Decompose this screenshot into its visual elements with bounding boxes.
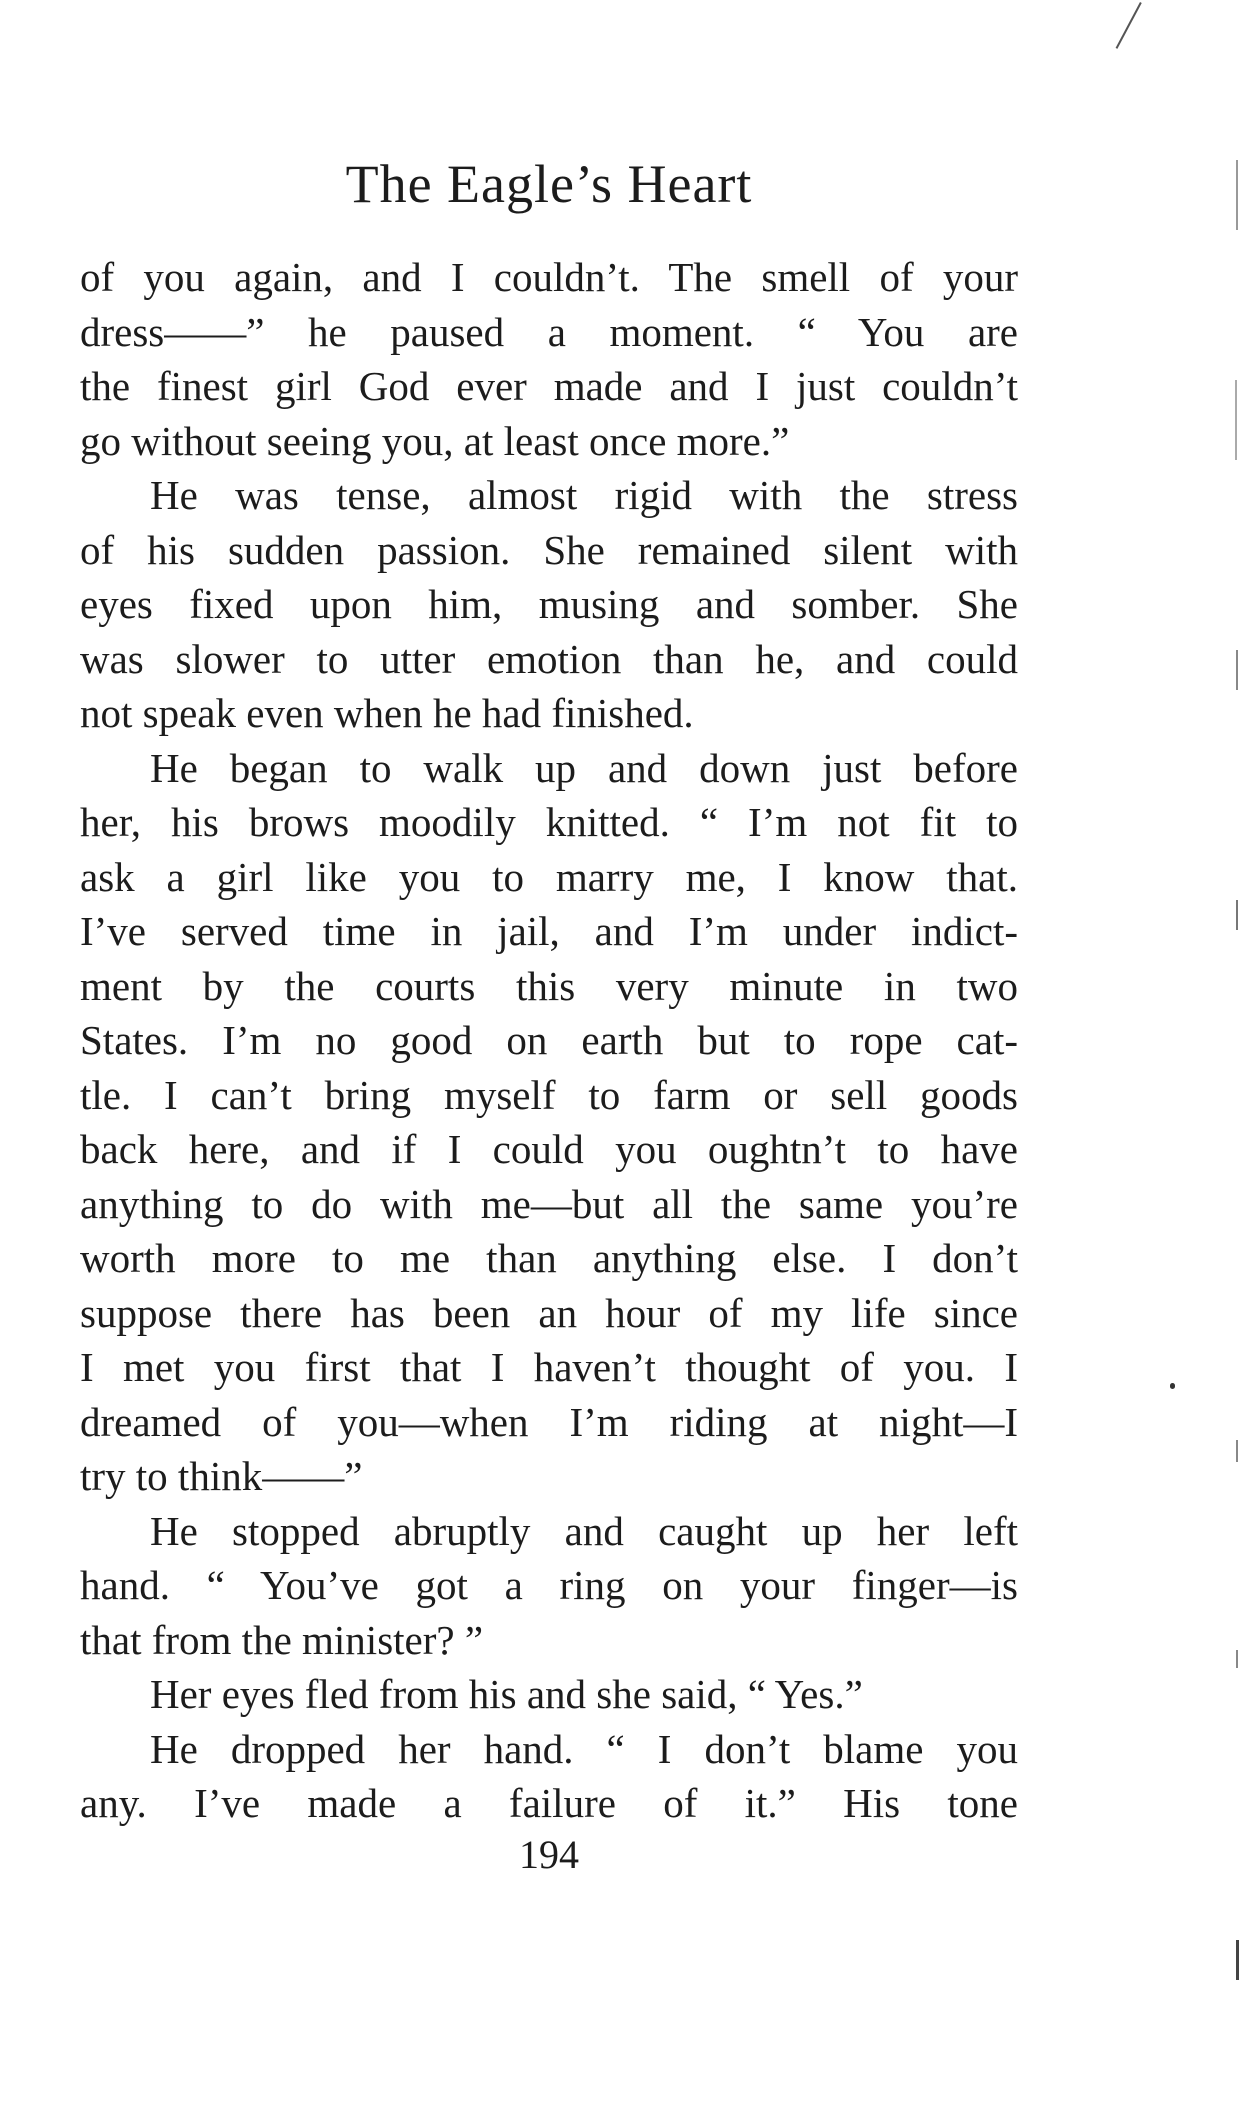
text-line: of you again, and I couldn’t. The smell of your <box>80 254 1018 300</box>
text-line: anything to do with me—but all the same you’re <box>80 1180 1018 1227</box>
text-line: dress——” he paused a moment. “ You are <box>80 308 1018 355</box>
text-line: not speak even when he had finished. <box>80 690 694 736</box>
text-line: any. I’ve made a failure of it.” His tone <box>80 1780 1018 1826</box>
scan-speck <box>1236 1650 1238 1668</box>
text-line: ment by the courts this very minute in two <box>80 962 1018 1009</box>
text-line: the finest girl God ever made and I just couldn’t <box>80 363 1018 409</box>
text-line: He dropped her hand. “ I don’t blame you <box>150 1725 1018 1772</box>
text-line: hand. “ You’ve got a ring on your finger—is <box>80 1562 1018 1608</box>
text-line: States. I’m no good on earth but to rope cat- <box>80 1017 1018 1063</box>
text-line: I met you first that I haven’t thought of you. I <box>80 1344 1018 1390</box>
running-head: The Eagle’s Heart <box>345 154 753 214</box>
text-line: was slower to utter emotion than he, and could <box>80 635 1018 682</box>
scan-speck <box>1236 900 1238 930</box>
body-text <box>80 250 1018 1831</box>
text-line: Her eyes fled from his and she said, “ Yes.” <box>150 1671 863 1717</box>
text-line: He began to walk up and down just before <box>150 744 1018 791</box>
text-line: try to think——” <box>80 1453 363 1499</box>
scan-speck <box>1236 1940 1239 1980</box>
text-line: He stopped abruptly and caught up her left <box>150 1507 1018 1554</box>
scan-speck <box>1236 160 1238 230</box>
text-line: back here, and if I could you oughtn’t to have <box>80 1126 1018 1172</box>
text-line: eyes fixed upon him, musing and somber. She <box>80 581 1018 627</box>
page-number: 194 <box>519 1832 579 1877</box>
text-line: tle. I can’t bring myself to farm or sell goods <box>80 1071 1018 1118</box>
text-line: dreamed of you—when I’m riding at night—I <box>80 1398 1018 1445</box>
pencil-mark <box>1116 2 1142 49</box>
scan-speck <box>1170 1383 1175 1389</box>
scan-speck <box>1236 1440 1238 1462</box>
scan-speck <box>1235 380 1237 460</box>
text-line: her, his brows moodily knitted. “ I’m not fit to <box>80 799 1018 845</box>
text-line: worth more to me than anything else. I don’t <box>80 1235 1018 1281</box>
text-line: I’ve served time in jail, and I’m under indict- <box>80 908 1018 954</box>
text-line: ask a girl like you to marry me, I know that. <box>80 853 1018 900</box>
text-line: of his sudden passion. She remained silent with <box>80 526 1018 573</box>
scan-speck <box>1236 650 1238 690</box>
text-line: He was tense, almost rigid with the stress <box>150 472 1018 518</box>
text-line: suppose there has been an hour of my life since <box>80 1289 1018 1336</box>
text-line: that from the minister? ” <box>80 1616 484 1663</box>
text-line: go without seeing you, at least once more.” <box>80 417 790 464</box>
